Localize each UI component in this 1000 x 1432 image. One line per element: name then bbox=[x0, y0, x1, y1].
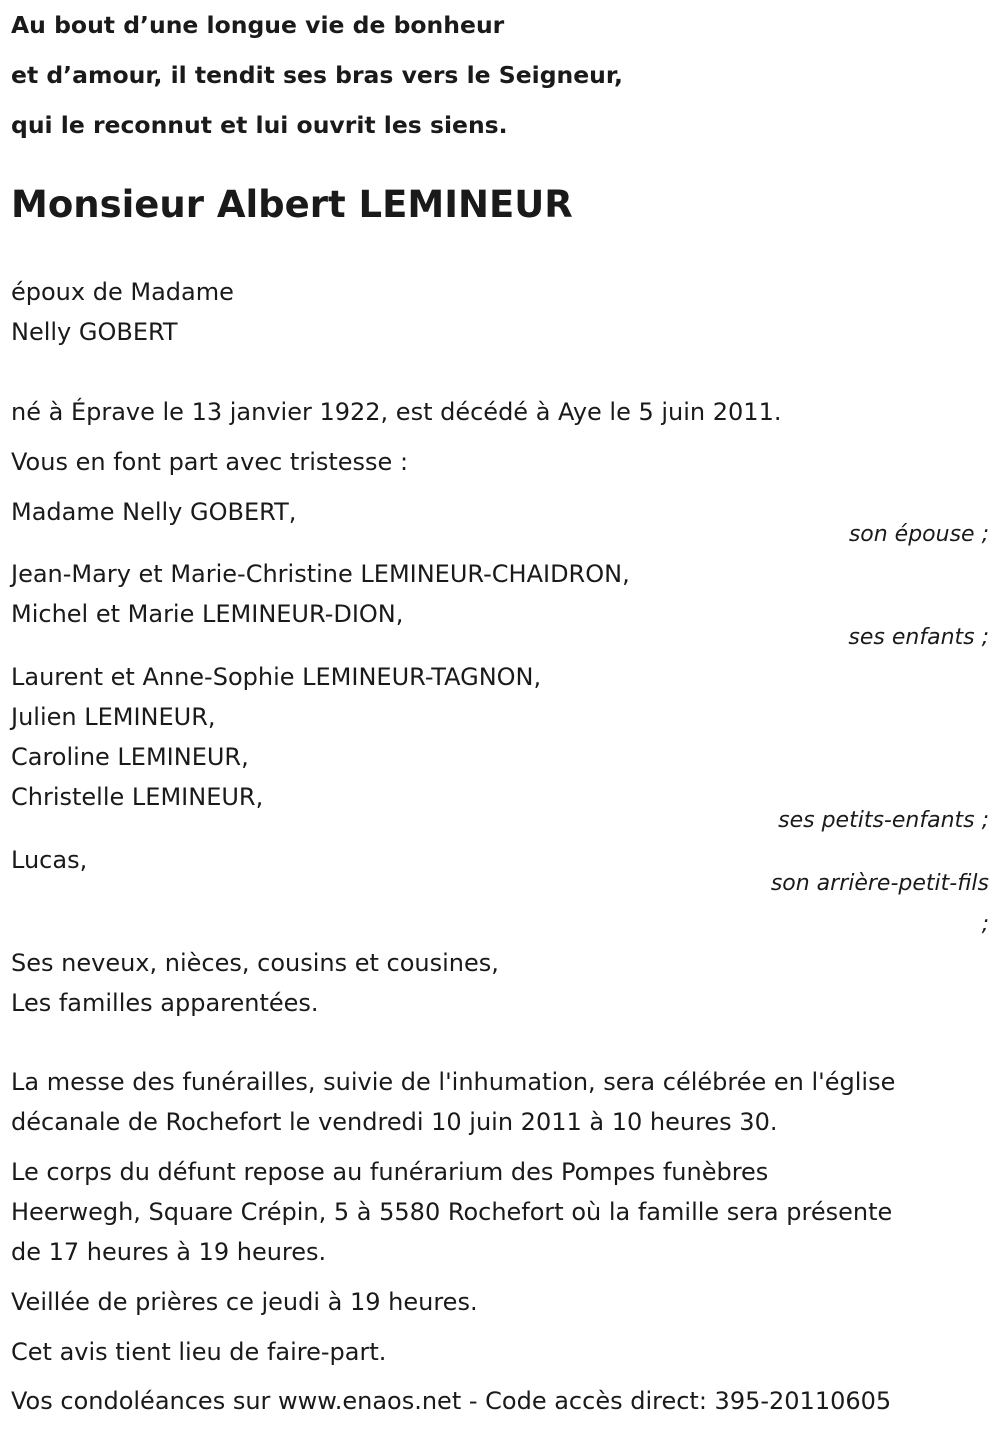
spouse-line-1: époux de Madame bbox=[11, 278, 234, 306]
spouse-line-2: Nelly GOBERT bbox=[11, 318, 178, 346]
notice: Cet avis tient lieu de faire-part. bbox=[11, 1338, 387, 1366]
grandchild-4: Christelle LEMINEUR, bbox=[11, 783, 264, 811]
deceased-name: Monsieur Albert LEMINEUR bbox=[11, 183, 573, 226]
viewing-line-3: de 17 heures à 19 heures. bbox=[11, 1238, 327, 1266]
role-grandchildren: ses petits-enfants ; bbox=[778, 808, 989, 833]
vigil: Veillée de prières ce jeudi à 19 heures. bbox=[11, 1288, 478, 1316]
verse-line-2: et d’amour, il tendit ses bras vers le Seigneur, bbox=[11, 61, 623, 89]
viewing-line-2: Heerwegh, Square Crépin, 5 à 5580 Rochefort où la famille sera présente bbox=[11, 1198, 893, 1226]
condolences: Vos condoléances sur www.enaos.net - Code accès direct: 395-20110605 bbox=[11, 1387, 892, 1415]
funeral-line-1: La messe des funérailles, suivie de l'inhumation, sera célébrée en l'église bbox=[11, 1068, 896, 1096]
role-spouse: son épouse ; bbox=[848, 522, 989, 547]
relatives-line-2: Les familles apparentées. bbox=[11, 989, 319, 1017]
role-great-grandchild: son arrière-petit-fils bbox=[770, 871, 989, 896]
grandchild-1: Laurent et Anne-Sophie LEMINEUR-TAGNON, bbox=[11, 663, 542, 691]
grandchild-2: Julien LEMINEUR, bbox=[11, 703, 216, 731]
role-children: ses enfants ; bbox=[848, 625, 989, 650]
announcement: Vous en font part avec tristesse : bbox=[11, 448, 409, 476]
viewing-line-1: Le corps du défunt repose au funérarium des Pompes funèbres bbox=[11, 1158, 769, 1186]
verse-line-1: Au bout d’une longue vie de bonheur bbox=[11, 11, 505, 39]
funeral-line-2: décanale de Rochefort le vendredi 10 juin 2011 à 10 heures 30. bbox=[11, 1108, 778, 1136]
role-great-grandchild-semicolon: ; bbox=[981, 912, 989, 937]
birth-death: né à Éprave le 13 janvier 1922, est décédé à Aye le 5 juin 2011. bbox=[11, 398, 782, 426]
child-1: Jean-Mary et Marie-Christine LEMINEUR-CHAIDRON, bbox=[11, 560, 630, 588]
great-grandchild: Lucas, bbox=[11, 846, 88, 874]
child-2: Michel et Marie LEMINEUR-DION, bbox=[11, 600, 404, 628]
relatives-line-1: Ses neveux, nièces, cousins et cousines, bbox=[11, 949, 499, 977]
grandchild-3: Caroline LEMINEUR, bbox=[11, 743, 249, 771]
family-spouse: Madame Nelly GOBERT, bbox=[11, 498, 297, 526]
verse-line-3: qui le reconnut et lui ouvrit les siens. bbox=[11, 111, 508, 139]
